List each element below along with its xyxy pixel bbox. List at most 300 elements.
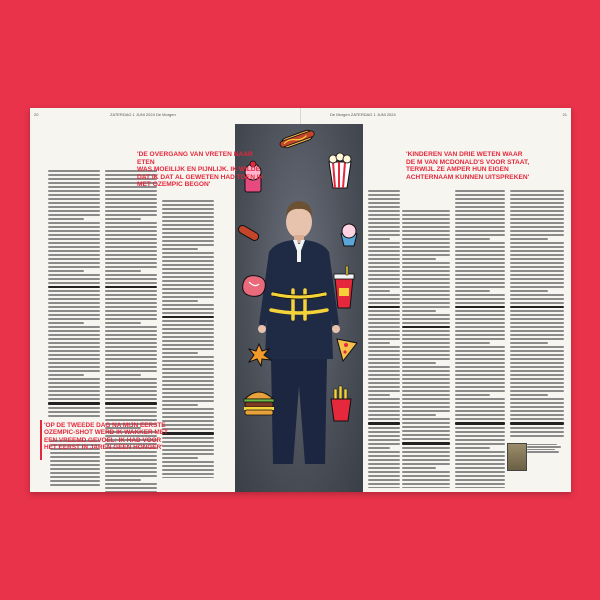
text-line [162,272,214,274]
text-line [510,390,564,392]
text-line [510,194,564,196]
text-line [162,276,214,278]
steak-icon [243,276,266,297]
text-line [105,246,157,248]
text-line [455,194,505,196]
text-line [162,465,214,467]
text-line [402,455,450,457]
text-line [455,427,505,429]
text-line [510,230,564,232]
text-line [510,366,564,368]
text-line [105,266,157,268]
text-line [105,218,141,220]
text-line [48,274,100,276]
text-line [402,234,450,236]
text-line [48,322,84,324]
text-line [48,310,100,312]
text-line [162,392,214,394]
text-line [455,202,505,204]
text-line [368,318,400,320]
text-line [510,418,564,420]
text-line [455,334,505,336]
text-line [455,378,505,380]
text-line [105,298,157,300]
text-line [402,414,436,416]
text-line [48,398,100,400]
text-line [455,350,505,352]
text-line [48,366,100,368]
text-line [455,322,505,324]
text-line [368,226,400,228]
text-line [510,326,564,328]
text-line [105,463,157,465]
text-line [105,314,157,316]
text-line [368,483,400,485]
text-line [368,463,400,465]
quote-line: MET OZEMPIC BEGON' [137,181,211,189]
text-line [510,382,564,384]
text-line [455,298,505,300]
text-line [402,447,450,449]
text-line [48,226,100,228]
article-column [455,188,505,488]
text-line [162,316,214,318]
text-line [455,230,505,232]
text-line [105,318,157,320]
text-line [48,394,100,396]
text-line [48,222,100,224]
text-line [105,234,157,236]
text-line [455,286,505,288]
text-line [510,258,564,260]
text-line [402,386,450,388]
text-line [162,404,198,406]
text-line [402,479,450,481]
text-line [510,394,548,396]
text-line [402,286,450,288]
text-line [48,170,100,172]
text-line [510,422,564,424]
text-line [455,471,505,473]
text-line [402,467,436,469]
text-line [48,370,100,372]
text-line [402,222,450,224]
text-line [455,366,505,368]
text-line [48,198,100,200]
text-line [368,262,400,264]
hamburger-icon [244,392,274,415]
text-line [48,258,100,260]
text-line [455,443,505,445]
text-line [105,326,157,328]
text-line [162,240,214,242]
text-line [368,342,390,344]
text-line [402,258,436,260]
text-line [162,244,214,246]
text-line [162,368,214,370]
text-line [162,364,214,366]
text-line [455,238,490,240]
person-figure [258,201,340,464]
text-line [105,294,157,296]
text-line [455,302,505,304]
text-line [162,332,214,334]
text-line [510,298,564,300]
text-line [105,370,157,372]
text-line [162,380,214,382]
text-line [368,386,400,388]
quote-line: 'KINDEREN VAN DRIE WETEN WAAR [406,151,523,158]
text-line [455,390,505,392]
text-line [368,210,400,212]
text-line [162,212,214,214]
text-line [368,447,390,449]
text-line [368,443,400,445]
text-line [402,398,450,400]
text-line [48,238,100,240]
article-column [368,188,400,488]
text-line [510,334,564,336]
text-line [162,296,214,298]
text-line [510,210,564,212]
text-line [455,266,505,268]
text-line [368,310,400,312]
text-line [402,250,450,252]
text-line [510,262,564,264]
text-line [162,224,214,226]
text-line [368,254,400,256]
text-line [455,487,505,488]
text-line [48,250,100,252]
text-line [402,314,450,316]
article-column [48,168,100,418]
text-line [510,214,564,216]
text-line [162,236,214,238]
text-line [48,354,100,356]
text-line [105,214,157,216]
text-line [105,487,157,489]
text-line [455,455,505,457]
text-line [402,270,450,272]
text-line [105,250,157,252]
text-line [510,386,564,388]
text-line [455,463,505,465]
text-line [105,286,157,288]
text-line [162,208,214,210]
text-line [510,286,564,288]
text-line [368,282,400,284]
text-line [510,346,564,348]
text-line [105,198,157,200]
text-line [368,274,400,276]
text-line [48,374,84,376]
text-line [368,354,400,356]
text-line [368,370,400,372]
right-header: De Morgen ZATERDAG 1 JUNI 2024 [330,112,396,117]
text-line [368,459,400,461]
text-line [48,386,100,388]
text-line [368,266,400,268]
text-line [455,475,505,477]
text-line [368,322,400,324]
text-line [402,346,450,348]
text-line [402,378,450,380]
text-line [48,206,100,208]
text-line [368,398,400,400]
text-line [50,476,100,478]
text-line [368,431,400,433]
text-line [402,334,450,336]
text-line [455,306,505,308]
text-line [402,318,450,320]
text-line [455,278,505,280]
pizza-icon [337,339,357,361]
text-line [368,338,400,340]
text-line [105,334,157,336]
text-line [402,451,450,453]
text-line [368,250,400,252]
text-line [402,322,450,324]
text-line [510,338,564,340]
text-line [402,326,450,328]
text-line [48,314,100,316]
text-line [48,338,100,340]
text-line [455,234,505,236]
text-line [455,310,505,312]
text-line [368,487,400,488]
text-line [105,354,157,356]
text-line [402,459,450,461]
text-line [162,284,214,286]
text-line [510,254,564,256]
text-line [105,230,157,232]
text-line [455,382,505,384]
text-line [162,384,214,386]
text-line [402,382,450,384]
text-line [368,358,400,360]
text-line [105,242,157,244]
text-line [510,314,564,316]
text-line [402,210,450,212]
text-line [48,290,100,292]
text-line [455,447,490,449]
text-line [402,471,450,473]
fries-icon [331,386,351,421]
text-line [455,410,505,412]
text-line [368,439,400,441]
text-line [368,326,400,328]
text-line [162,264,214,266]
text-line [402,374,450,376]
text-line [105,358,157,360]
text-line [105,366,157,368]
text-line [105,394,157,396]
sausage-icon [237,224,260,242]
text-line [48,266,100,268]
caption-placeholder [527,443,565,454]
text-line [510,354,564,356]
text-line [455,431,505,433]
text-line [48,246,100,248]
text-line [455,418,505,420]
text-line [368,230,400,232]
text-line [368,414,400,416]
text-line [368,222,400,224]
text-line [455,274,505,276]
text-line [48,330,100,332]
text-line [105,390,157,392]
text-line [402,410,450,412]
text-line [455,214,505,216]
text-line [368,350,400,352]
text-line [368,194,400,196]
text-line [402,338,450,340]
text-line [105,194,157,196]
text-line [368,479,400,481]
text-line [368,294,400,296]
text-line [162,260,214,262]
text-line [510,274,564,276]
quote-bar [40,420,42,460]
text-line [162,228,214,230]
quote-line: EEN VREEMD GEVOEL: IK HAD VOOR [44,436,162,444]
text-line [368,258,400,260]
text-line [105,222,157,224]
text-line [402,302,450,304]
text-line [105,310,157,312]
text-line [368,451,400,453]
text-line [455,270,505,272]
pull-quote [406,151,536,181]
text-line [105,282,157,284]
text-line [368,467,400,469]
text-line [48,382,100,384]
text-line [50,468,100,470]
text-line [402,242,450,244]
text-line [455,218,505,220]
text-line [105,322,141,324]
text-line [368,475,400,477]
text-line [402,422,450,424]
text-line [162,292,214,294]
text-line [368,298,400,300]
text-line [510,398,564,400]
text-line [402,463,450,465]
text-line [510,190,564,192]
text-line [105,202,157,204]
text-line [402,418,450,420]
text-line [105,455,157,457]
text-line [402,226,450,228]
text-line [402,278,450,280]
text-line [162,473,214,475]
text-line [510,282,564,284]
left-header: ZATERDAG 1 JUNI 2024 De Morgen [110,112,176,117]
text-line [510,318,564,320]
text-line [162,256,214,258]
text-line [48,358,100,360]
text-line [105,342,157,344]
text-line [402,254,450,256]
text-line [162,312,214,314]
text-line [368,455,400,457]
text-line [48,202,100,204]
pull-quote [44,422,184,451]
text-line [455,338,505,340]
text-line [48,182,100,184]
text-line [105,190,157,192]
text-line [510,246,564,248]
text-line [50,456,100,458]
text-line [50,484,100,486]
text-line [510,358,564,360]
text-line [455,198,505,200]
text-line [510,362,564,364]
text-line [368,334,400,336]
text-line [48,334,100,336]
text-line [48,242,100,244]
text-line [105,226,157,228]
text-line [455,226,505,228]
text-line [162,308,214,310]
text-line [48,174,100,176]
text-line [105,475,157,477]
text-line [48,346,100,348]
text-line [455,294,505,296]
text-line [510,310,564,312]
text-line [368,214,400,216]
text-line [162,268,214,270]
text-line [162,320,214,322]
text-line [455,250,505,252]
text-line [162,280,214,282]
text-line [368,394,390,396]
text-line [402,434,450,436]
text-line [50,460,100,462]
text-line [162,336,214,338]
text-line [105,398,157,400]
text-line [455,402,505,404]
text-line [402,290,450,292]
text-line [455,483,505,485]
text-line [162,400,214,402]
text-line [105,467,157,469]
text-line [368,314,400,316]
text-line [455,290,490,292]
text-line [510,206,564,208]
text-line [455,406,505,408]
text-line [105,254,157,256]
text-line [402,438,450,440]
quote-line: DE M VAN MCDONALD'S VOOR STAAT, [406,158,530,166]
pull-quote [137,151,265,189]
text-line [105,459,157,461]
text-line [105,491,157,492]
text-line [402,402,450,404]
text-line [455,459,505,461]
text-line [48,415,100,417]
text-line [105,330,157,332]
text-line [105,258,157,260]
text-line [455,422,505,424]
quote-line: ACHTERNAAM KUNNEN UITSPREKEN' [406,173,530,181]
text-line [105,350,157,352]
text-line [402,430,450,432]
text-line [402,298,450,300]
text-line [162,453,214,455]
text-line [162,348,214,350]
text-line [402,390,450,392]
